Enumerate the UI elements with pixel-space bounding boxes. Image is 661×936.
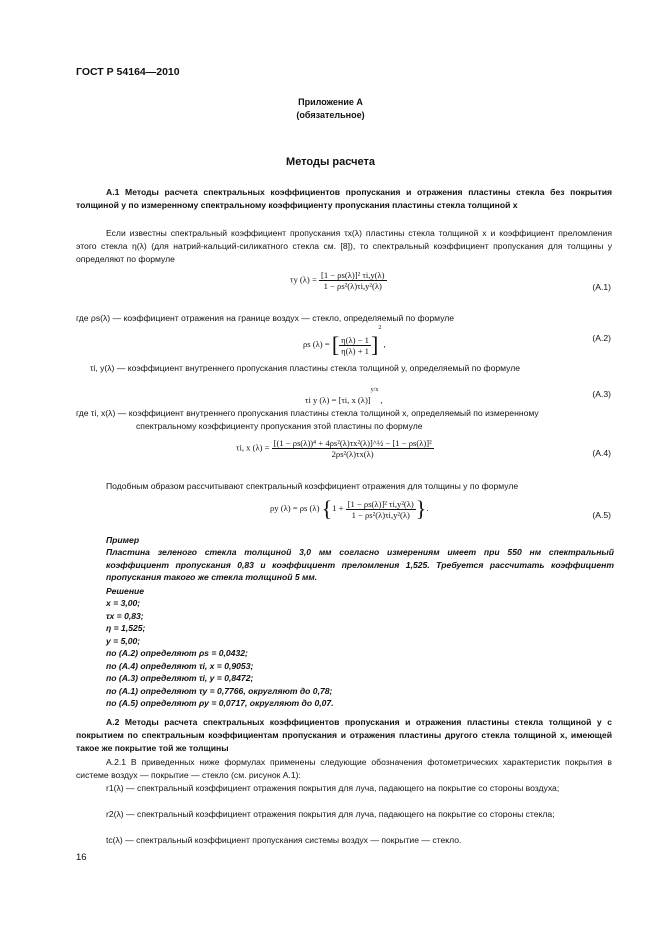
section-title: Методы расчета [286,156,375,168]
equation-a3-body: τi y (λ) = [τi, x (λ)] [305,395,371,405]
solution-line: по (А.1) определяют τy = 0,7766, округляют до 0,78; [106,685,333,696]
solution-line: x = 3,00; [106,598,141,608]
equation-a2-numerator: η(λ) − 1 [341,334,369,345]
solution-line: η = 1,525; [106,623,146,633]
solution-line: τx = 0,83; [106,610,144,621]
equation-a4-number: (А.4) [592,448,611,458]
a1-where-tau-ix-1: где τi, x(λ) — коэффициент внутреннего пропускания пластины стекла толщиной x, определяемый по измеренному [76,408,539,418]
a2-definition-r1: r1(λ) — спектральный коэффициент отражения покрытия для луча, падающего на покрытие со стороны воздуха; [106,783,560,793]
equation-a2: ρs (λ) = [ $\frac{\eta(\lambda) - 1}{\eta(\lambda) + 1}$ ]$^2$ , [303,325,386,358]
page-number: 16 [76,852,87,863]
equation-a5-numerator: [1 − ρs(λ)]² τi,y²(λ) [347,498,414,509]
solution-line: по (А.5) определяют ρy = 0,0717, округляют до 0,07. [106,698,334,708]
a1-heading: А.1 Методы расчета спектральных коэффициентов пропускания и отражения пластины стекла без покрытия толщиной y по измеренному спектральному коэффициенту пропускания пластины стекла толщиной x [76,187,612,210]
solution-line: по (А.2) определяют ρs = 0,0432; [106,648,248,658]
a1-similarly: Подобным образом рассчитывают спектральный коэффициент отражения для толщины y по формуле [106,481,519,491]
a2-heading: А.2 Методы расчета спектральных коэффициентов пропускания и отражения пластины стекла толщиной y с покрытием по спектральным коэффициентам пропускания и отражения пластины другого стекла толщиной x, имеющей такое же покрытие той же толщины [76,717,612,753]
equation-a1-number: (А.1) [592,282,611,292]
equation-a2-number: (А.2) [592,333,611,343]
example-text: Пластина зеленого стекла толщиной 3,0 мм согласно измерениям имеет при 550 нм спектральный коэффициент пропускания 0,83 и коэффициент преломления 1,525. Требуется рассчитать коэффициент пропускания такого же стекла толщиной 5 мм. [106,547,614,582]
equation-a1-denominator: 1 − ρs²(λ)τi,y²(λ) [319,280,387,291]
equation-a2-denominator: η(λ) + 1 [341,345,369,356]
solution-line: по (А.4) определяют τi, x = 0,9053; [106,660,254,671]
equation-a3: τi y (λ) = [τi, x (λ)]$^{y/x}$ , [305,387,383,405]
equation-a1-lhs: τy (λ) = [290,274,317,285]
example-label: Пример [106,535,140,545]
solution-lines [106,597,334,710]
equation-a3-exponent: y/x [370,387,379,393]
a1-intro: Если известны спектральный коэффициент пропускания τx(λ) пластины стекла толщиной x и коэффициент преломления этого стекла η(λ) (для натрий-кальций-силикатного стекла см. [8]), то спектральный коэффициент пропускания для толщины y определяют по формуле [76,228,612,264]
equation-a1 [290,270,387,291]
solution-line: y = 5,00; [106,635,141,646]
a2-definition-tc: tc(λ) — спектральный коэффициент пропускания системы воздух — покрытие — стекло. [106,835,462,845]
equation-a2-lhs: ρs (λ) = [303,339,330,349]
equation-a4-denominator: 2ρs²(λ)τx(λ) [272,448,434,459]
equation-a5: ρy (λ) = ρs (λ) {1 + $\frac{\text{[1 − ρs(λ)]² τi,y²(λ)}}{\text{1 − ρs²(λ)τi,y²(λ)}}$ }. [270,496,429,521]
a1-where-tau-ix-2: спектральному коэффициенту пропускания этой пластины по формуле [136,421,423,431]
standard-header: ГОСТ Р 54164—2010 [76,66,180,78]
equation-a5-lhs: ρy (λ) = ρs (λ) [270,502,320,513]
equation-a4 [236,438,434,459]
equation-a1-numerator: [1 − ρs(λ)]² τi,y(λ) [320,270,385,280]
a1-where-rho: где ρs(λ) — коэффициент отражения на границе воздух — стекло, определяемый по формуле [76,313,455,323]
equation-a3-number: (А.3) [592,389,611,399]
appendix-status: (обязательное) [296,110,365,120]
a1-where-tau-iy: τi, y(λ) — коэффициент внутреннего пропускания пластины стекла толщиной y, определяемый по формуле [90,363,521,373]
a2-paragraph: А.2.1 В приведенных ниже формулах применены следующие обозначения фотометрических характеристик покрытия в системе воздух — покрытие — стекло (см. рисунок А.1): [76,757,612,780]
a2-definition-r2: r2(λ) — спектральный коэффициент отражения покрытия для луча, падающего на покрытие со стороны стекла; [106,809,555,819]
equation-a5-denominator: 1 − ρs²(λ)τi,y²(λ) [346,509,416,520]
solution-line: по (А.3) определяют τi, y = 0,8472; [106,673,254,683]
equation-a5-number: (А.5) [592,510,611,520]
appendix-title: Приложение А [298,97,363,107]
equation-a4-lhs: τi, x (λ) = [236,442,270,453]
solution-label: Решение [106,586,145,596]
equation-a4-numerator: [(1 − ρs(λ))⁴ + 4ρs²(λ)τx²(λ)]^½ − [1 − ρs(λ)]² [273,438,432,448]
